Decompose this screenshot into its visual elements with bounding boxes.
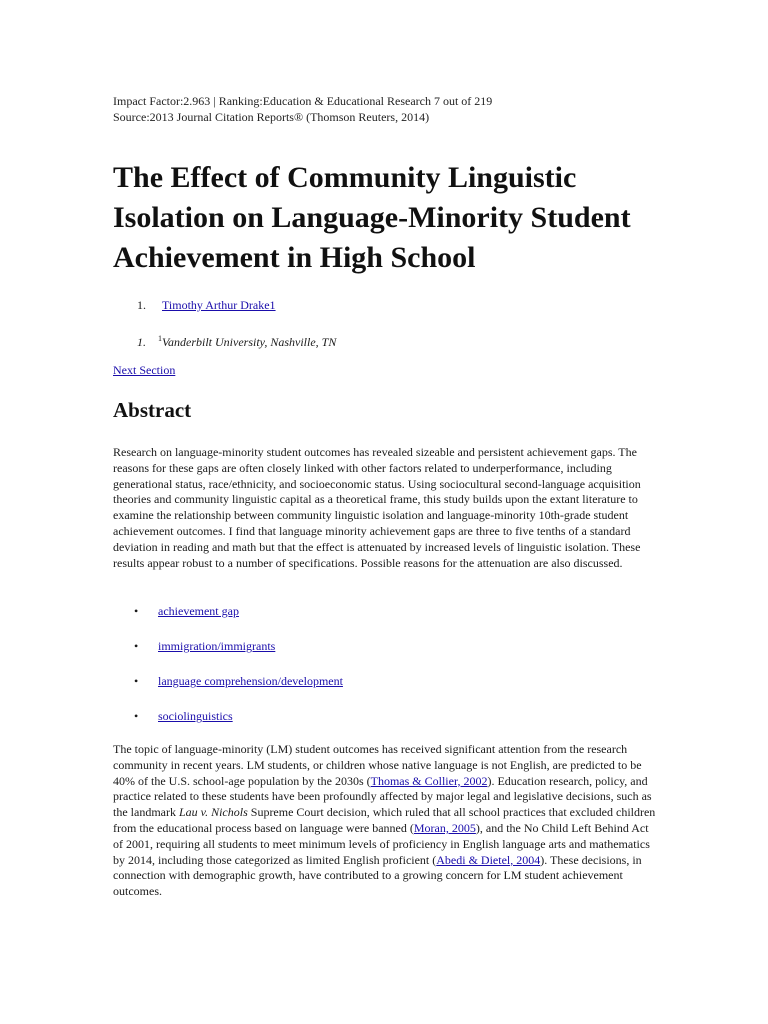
body-text-segment: ). These decisions, in connection with demographic growth, have contributed to a growing concern for LM student achievement outcomes.: [113, 852, 642, 899]
keyword-item: [113, 638, 343, 673]
affiliation-text: Vanderbilt University, Nashville, TN: [162, 335, 337, 349]
impact-factor-line: Impact Factor:2.963 | Ranking:Education & Educational Research 7 out of 219: [113, 94, 493, 108]
bullet-icon: •: [134, 674, 139, 688]
affiliation-number: 1.: [137, 335, 146, 349]
keyword-link-sociolinguistics[interactable]: sociolinguistics: [158, 709, 233, 723]
next-section-link[interactable]: Next Section: [113, 363, 176, 377]
keyword-link-achievement-gap[interactable]: achievement gap: [158, 604, 239, 618]
citation-link-moran[interactable]: Moran, 2005: [413, 820, 476, 835]
affiliation-text-wrap: [158, 335, 336, 349]
journal-metadata: [113, 93, 492, 125]
author-link[interactable]: Timothy Arthur Drake1: [162, 298, 276, 312]
article-title: The Effect of Community Linguistic Isolation on Language-Minority Student Achievement in High School: [113, 161, 631, 274]
keyword-item: [113, 708, 343, 743]
body-text-segment: ). Education research, policy, and practice related to these students have been profoundly affected by major legal and legislative decisions, such as the landmark: [113, 773, 652, 820]
bullet-icon: •: [134, 709, 139, 723]
citation-link-abedi-dietel[interactable]: Abedi & Dietel, 2004: [436, 852, 541, 867]
author-list: [113, 297, 276, 313]
affiliation: [113, 331, 336, 350]
citation-link-thomas-collier[interactable]: Thomas & Collier, 2002: [370, 773, 488, 788]
body-paragraph: [113, 742, 661, 900]
bullet-icon: •: [134, 639, 139, 653]
author-number: 1.: [137, 298, 146, 312]
abstract-text: Research on language-minority student outcomes has revealed sizeable and persistent achievement gaps. The reasons for these gaps are often closely linked with other factors related to underperformance, including generational status, race/ethnicity, and socioeconomic status. Using sociocultural second-language acquisition theories and community linguistic capital as a theoretical frame, this study builds upon the extant literature to examine the relationship between community linguistic isolation and language-minority 10th-grade student achievement outcomes. I find that language minority achievement gaps are three to five tenths of a standard deviation in reading and math but that the effect is attenuated by increased levels of linguistic isolation. These results appear robust to a number of specifications. Possible reasons for the attenuation are also discussed.: [113, 445, 641, 570]
keyword-item: [113, 673, 343, 708]
case-name: Lau v. Nichols: [178, 805, 248, 820]
body-text-segment: ), and the No Child Left Behind Act of 2001, requiring all students to meet minimum levels of proficiency in English language arts and mathematics by 2014, including those categorized as limited English proficient (: [113, 820, 650, 867]
next-section-nav: [113, 362, 175, 378]
keyword-link-immigration[interactable]: immigration/immigrants: [158, 639, 276, 653]
keyword-link-language-comprehension[interactable]: language comprehension/development: [158, 674, 343, 688]
affiliation-superscript: 1: [158, 334, 162, 343]
bullet-icon: •: [134, 604, 139, 618]
body-text-segment: Supreme Court decision, which ruled that all school practices that excluded children from the educational process based on language were banned (: [113, 805, 656, 835]
keyword-list: [113, 603, 343, 743]
body-text-segment: The topic of language-minority (LM) student outcomes has received significant attention from the research community in recent years. LM students, or children whose native language is not English, are predicted to be 40% of the U.S. school-age population by the 2030s (: [113, 742, 642, 788]
abstract-heading: Abstract: [113, 398, 192, 422]
source-line: Source:2013 Journal Citation Reports® (Thomson Reuters, 2014): [113, 110, 430, 124]
keyword-item: [113, 603, 343, 638]
